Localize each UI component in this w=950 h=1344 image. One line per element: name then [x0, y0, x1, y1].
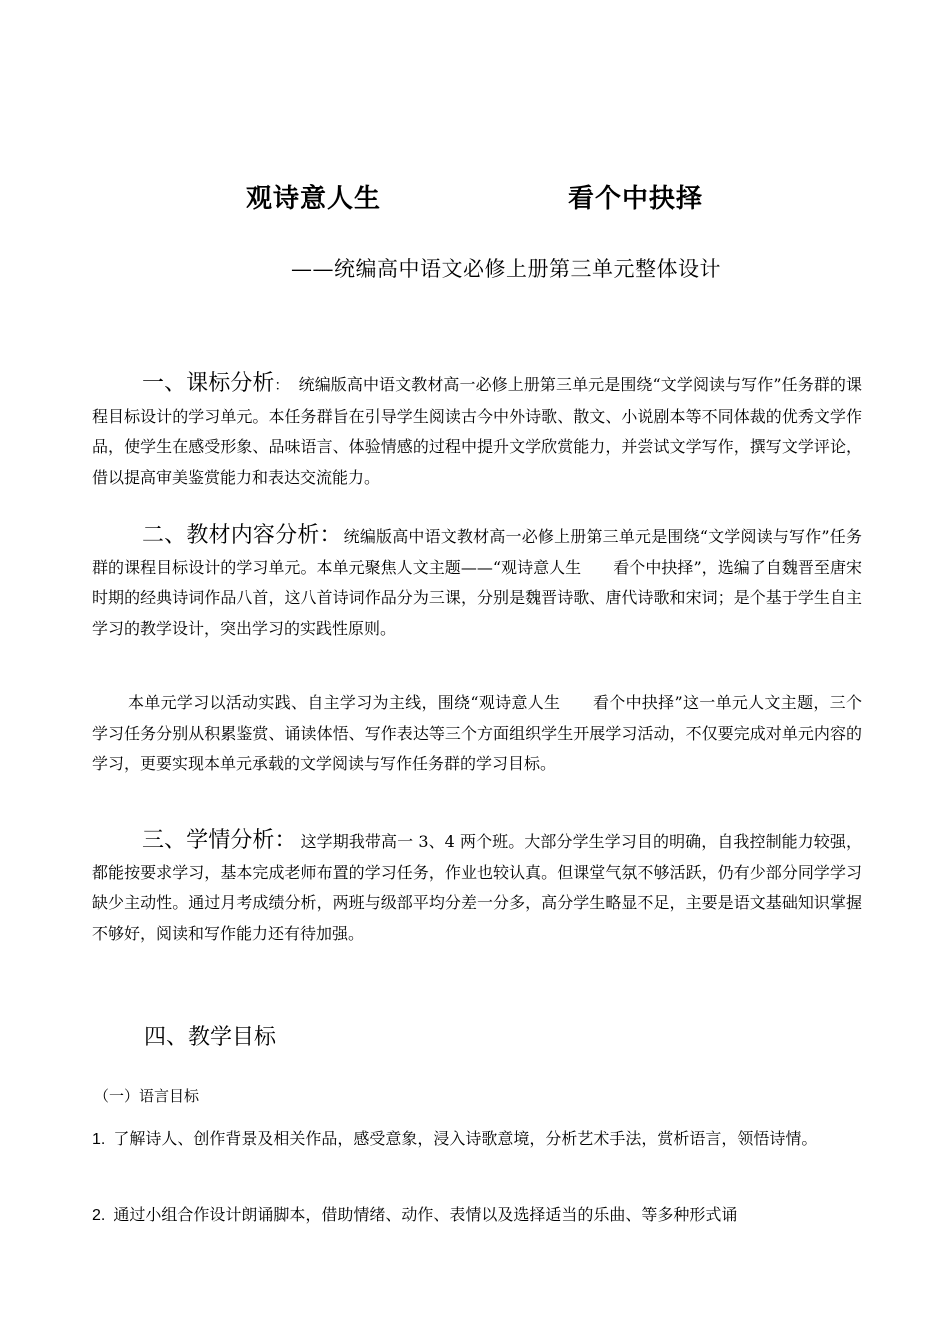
- section-heading: 三、学情分析：: [142, 828, 297, 853]
- section-heading: 二、教材内容分析：: [142, 523, 342, 548]
- goal-item: [92, 1200, 862, 1231]
- section-textbook-analysis: [92, 521, 862, 644]
- section-curriculum-analysis: [92, 369, 862, 493]
- section-textbook-paragraph-2: 本单元学习以活动实践、自主学习为主线，围绕“观诗意人生 看个中抉择”这一单元人文主题，三个学习任务分别从积累鉴赏、诵读体悟、写作表达等三个方面组织学生开展学习活动，不仅要完成对单元内容的学习，更要实现本单元承载的文学阅读与写作任务群的学习目标。: [92, 693, 862, 773]
- goal-text: 通过小组合作设计朗诵脚本，借助情绪、动作、表情以及选择适当的乐曲、等多种形式诵: [113, 1205, 738, 1224]
- section-body: 这学期我带高一 3、4 两个班。大部分学生学习目的明确，自我控制能力较强，都能按要求学习，基本完成老师布置的学习任务，作业也较认真。但课堂气氛不够活跃，仍有少部分同学学习缺少主动性。通过月考成绩分析，两班与级部平均分差一分多，高分学生略显不足，主要是语文基础知识掌握不够好，阅读和写作能力还有待加强。: [92, 832, 862, 943]
- goal-text: 了解诗人、创作背景及相关作品，感受意象，浸入诗歌意境，分析艺术手法，赏析语言，领悟诗情。: [113, 1129, 818, 1148]
- title-left: 观诗意人生: [246, 184, 382, 214]
- section-body: 统编版高中语文教材高一必修上册第三单元是围绕“文学阅读与写作”任务群的课程目标设计的学习单元。本单元聚焦人文主题——“观诗意人生 看个中抉择”，选编了自魏晋至唐宋时期的经典诗词作品八首，这八首诗词作品分为三课，分别是魏晋诗歌、唐代诗歌和宋词；是个基于学生自主学习的教学设计，突出学习的实践性原则。: [92, 527, 862, 638]
- section-student-analysis: [92, 826, 862, 949]
- title-right: 看个中抉择: [568, 184, 704, 214]
- goal-number: 2.: [92, 1207, 106, 1224]
- subtitle: ——统编高中语文必修上册第三单元整体设计: [291, 257, 721, 281]
- goal-item: [92, 1124, 862, 1155]
- section-body: 统编版高中语文教材高一必修上册第三单元是围绕“文学阅读与写作”任务群的课程目标设计的学习单元。本任务群旨在引导学生阅读古今中外诗歌、散文、小说剧本等不同体裁的优秀文学作品，使学生在感受形象、品味语言、体验情感的过程中提升文学欣赏能力，并尝试文学写作，撰写文学评论，借以提高审美鉴赏能力和表达交流能力。: [92, 375, 862, 487]
- section-teaching-goals-heading: 四、教学目标: [144, 1025, 277, 1050]
- goal-number: 1.: [92, 1131, 106, 1148]
- language-goals-subheading: （一）语言目标: [94, 1087, 200, 1105]
- section-heading: 一、课标分析：: [142, 371, 289, 396]
